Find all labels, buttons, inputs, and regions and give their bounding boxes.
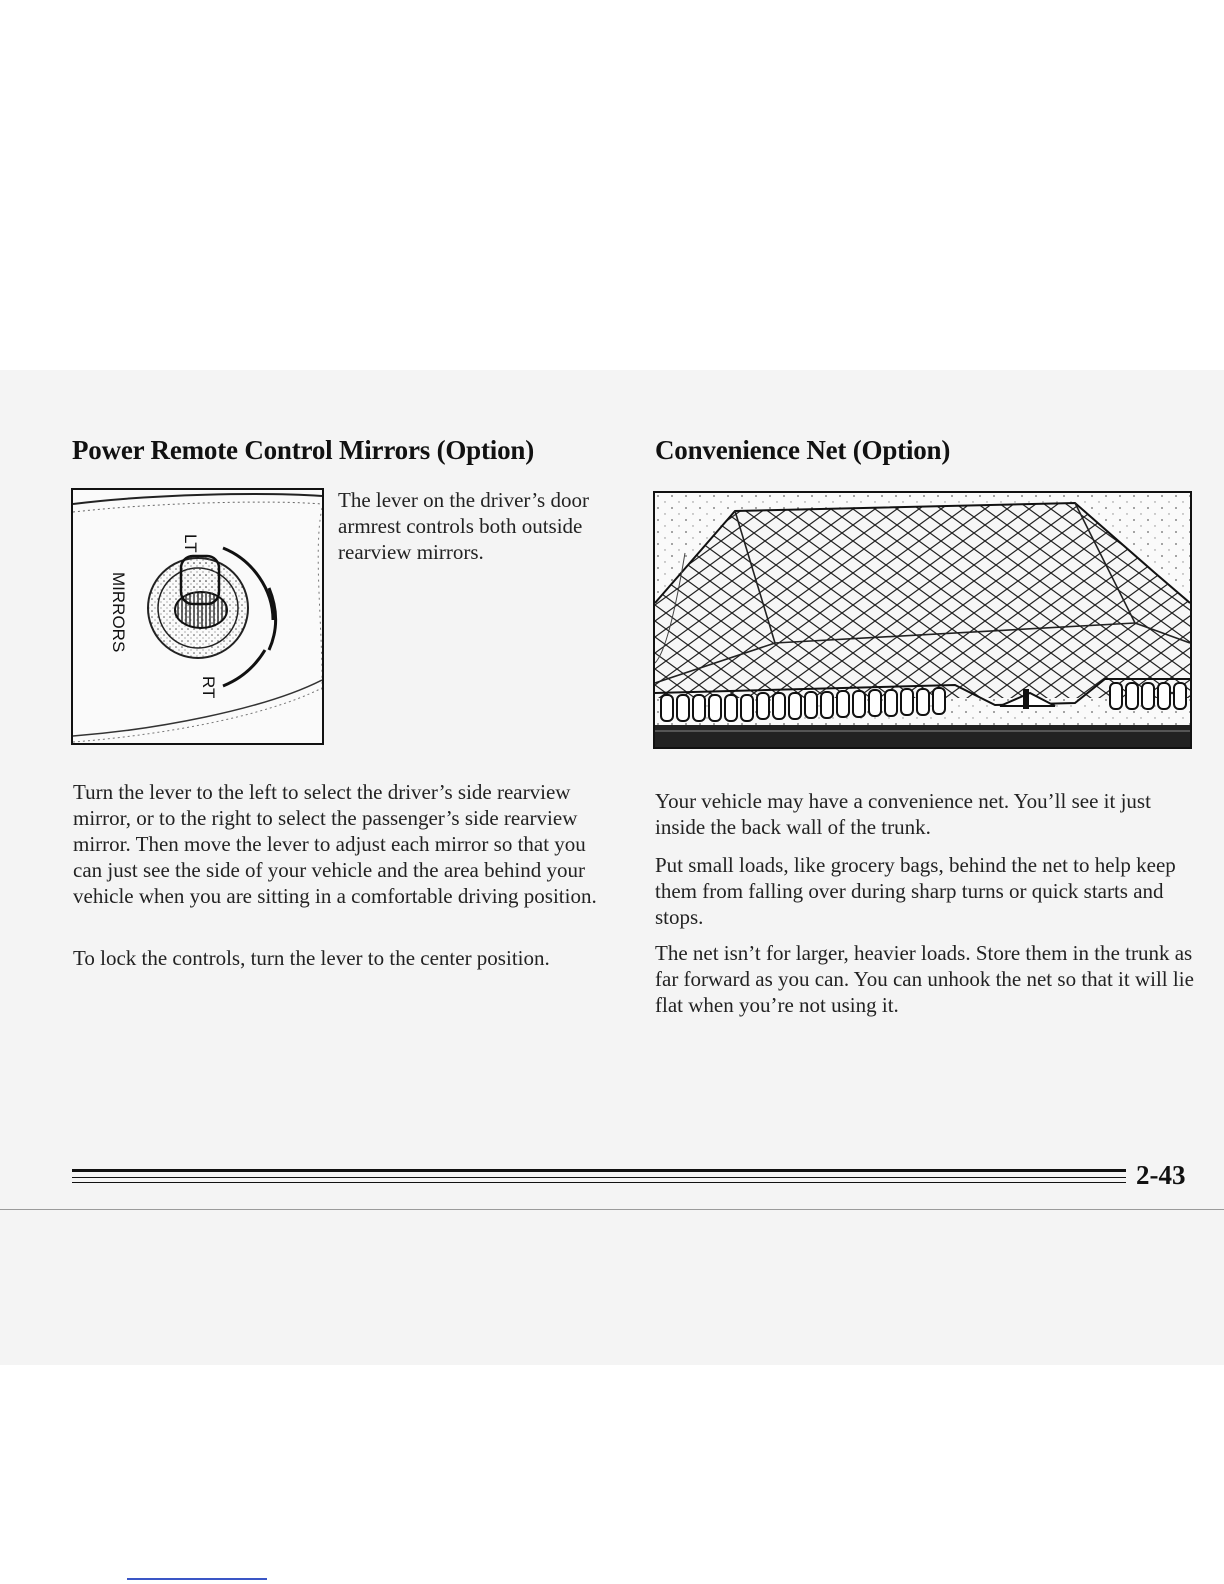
net-heading: Convenience Net (Option) — [655, 435, 951, 465]
mirrors-heading: Power Remote Control Mirrors (Option) — [72, 435, 534, 465]
convenience-net-illustration — [653, 491, 1192, 749]
footer-rule-thin-2 — [72, 1182, 1126, 1183]
net-paragraph-3: The net isn’t for larger, heavier loads. Store them in the trunk as far forward as you can. You can unhook the net so that it will lie flat when you’re not using it. — [655, 941, 1194, 1017]
mirrors-intro-text: The lever on the driver’s door armrest controls both outside rearview mirrors. — [338, 488, 589, 564]
bottom-link-underline — [127, 1578, 267, 1580]
net-paragraph-1: Your vehicle may have a convenience net. You’ll see it just inside the back wall of the trunk. — [655, 789, 1151, 839]
mirrors-paragraph-1: Turn the lever to the left to select the driver’s side rearview mirror, or to the right to select the passenger’s side rearview mirror. Then move the lever to adjust each mirror so that you can just see the side of your vehicle and the area behind your vehicle when you are sitting in a comfortable driving position. — [73, 780, 597, 908]
net-paragraph-2: Put small loads, like grocery bags, behind the net to help keep them from falling over during sharp turns or quick starts and stops. — [655, 853, 1176, 929]
scan-edge-line — [0, 1209, 1224, 1210]
label-lt: LT — [181, 534, 200, 553]
mirrors-paragraph-2: To lock the controls, turn the lever to the center position. — [73, 946, 550, 970]
footer-rule-thin — [72, 1177, 1126, 1178]
label-mirrors: MIRRORS — [109, 572, 128, 653]
mirror-control-illustration — [71, 488, 324, 745]
page-number: 2-43 — [1136, 1160, 1186, 1190]
label-rt: RT — [199, 676, 218, 699]
footer-rule-thick — [72, 1169, 1126, 1172]
